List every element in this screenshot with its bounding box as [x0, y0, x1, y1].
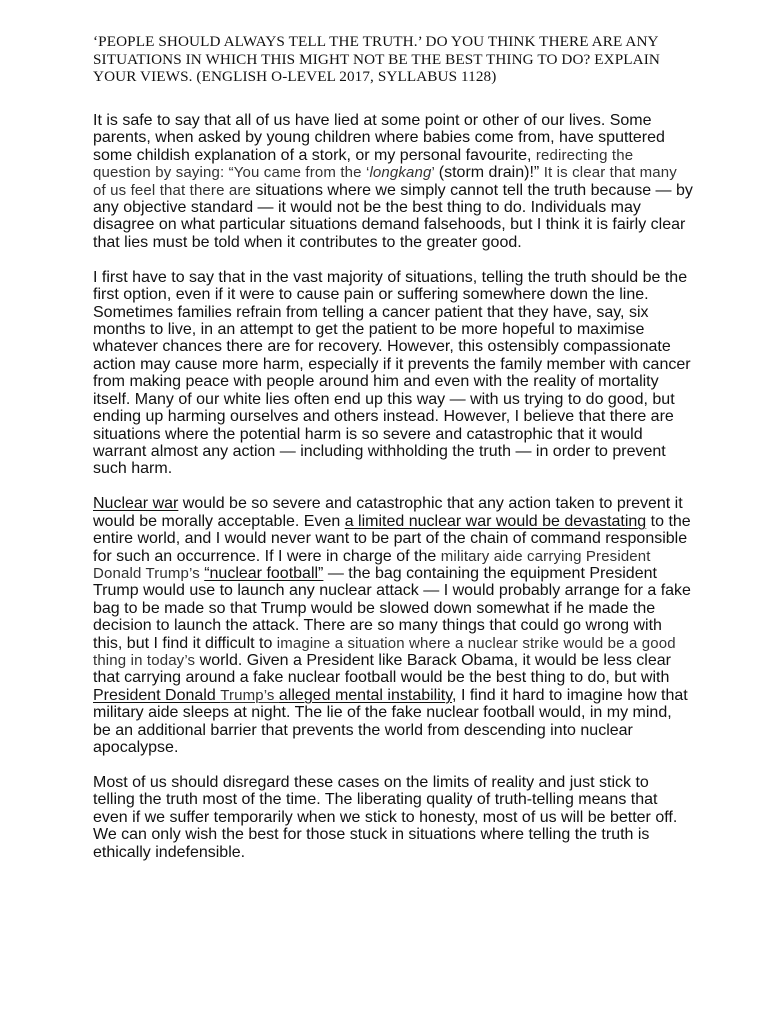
nuclear-text-3: military aide carrying President Donald Trump’s — [93, 547, 651, 582]
nuclear-text-4: — the bag containing the equipment President Trump would use to launch any nuclear attack — I would probably arrange for a fake bag to be made so that Trump would be slowed down somewhat if he made the decision to launch the attack. There are so many things that could go wrong with this, but I find it difficult to — [93, 564, 691, 652]
paragraph-nuclear — [93, 495, 693, 756]
link-trump-mental-instability-a[interactable]: President Donald — [93, 686, 221, 704]
nuclear-text-1: would be so severe and catastrophic that any action taken to prevent it would be morally acceptable. Even — [93, 495, 683, 530]
intro-text-1: It is safe to say that all of us have lied at some point or other of our lives. Some parents, when asked by young children where babies come from, have sputtered some childish explanation of a stork, or my personal favourite, — [93, 112, 665, 164]
intro-storm-drain: (storm drain)!” — [438, 164, 544, 182]
link-nuclear-football[interactable]: “nuclear football” — [204, 564, 324, 582]
link-trump-mental-instability-b[interactable]: Trump’s — [220, 686, 279, 704]
link-limited-nuclear-war[interactable]: a limited nuclear war would be devastating — [344, 512, 647, 530]
intro-text-2: redirecting the question by saying: “You came from the ‘ — [93, 146, 634, 182]
nuclear-text-6: world. Given a President like Barack Obama, it would be less clear that carrying around a fake nuclear football would be the best thing to do, but with — [93, 651, 671, 687]
intro-text-4: ’ — [431, 164, 439, 182]
link-nuclear-war[interactable]: Nuclear war — [93, 495, 179, 513]
nuclear-text-7: , I find it hard to imagine how that military aide sleeps at night. The lie of the fake nuclear football would, in my mind, be an additional barrier that prevents the world from descending into nuclear apocalypse. — [93, 686, 688, 756]
intro-longkang: longkang — [369, 164, 432, 182]
paragraph-intro — [93, 112, 693, 251]
intro-text-6: It is clear that many of us feel that there are — [93, 164, 677, 199]
paragraph-conclusion: Most of us should disregard these cases on the limits of reality and just stick to telling the truth most of the time. The liberating quality of truth-telling means that even if we suffer temporarily when we stick to honesty, most of us will be better off. We can only wish the best for those stuck in situations where telling the truth is ethically indefensible. — [93, 774, 678, 861]
nuclear-text-2: to the entire world, and I would never want to be part of the chain of command responsible for such an occurrence. If I were in charge of the — [93, 512, 691, 565]
paragraph-truth-first: I first have to say that in the vast majority of situations, telling the truth should be the first option, even if it were to cause pain or suffering somewhere down the line. Sometimes families refrain from telling a cancer patient that they have, say, six months to live, in an attempt to get the patient to be more hopeful to maximise whatever chances there are for recovery. However, this ostensibly compassionate action may cause more harm, especially if it prevents the family member with cancer from making peace with people around him and even with the reality of mortality itself. Many of our white lies often end up this way — with us trying to do good, but ending up harming ourselves and others instead. However, I believe that there are situations where the potential harm is so severe and catastrophic that it would warrant almost any action — including withholding the truth — in order to prevent such harm. — [93, 268, 691, 478]
essay-question-title: ‘PEOPLE SHOULD ALWAYS TELL THE TRUTH.’ DO YOU THINK THERE ARE ANY SITUATIONS IN WHICH THIS MIGHT NOT BE THE BEST THING TO DO? EXPLAIN YOUR VIEWS. (ENGLISH O-LEVEL 2017, SYLLABUS 1128) — [93, 33, 660, 85]
intro-text-7: situations where we simply cannot tell the truth because — by any objective standard — it would not be the best thing to do. Individuals may disagree on what particular situations demand falsehoods, but I think it is fairly clear that lies must be told when it contributes to the greater good. — [93, 181, 693, 251]
essay-body — [93, 112, 693, 861]
link-trump-mental-instability-c[interactable]: alleged mental instability — [278, 686, 453, 704]
nuclear-text-5: imagine a situation where a nuclear strike would be a good thing in today’s — [93, 634, 676, 669]
